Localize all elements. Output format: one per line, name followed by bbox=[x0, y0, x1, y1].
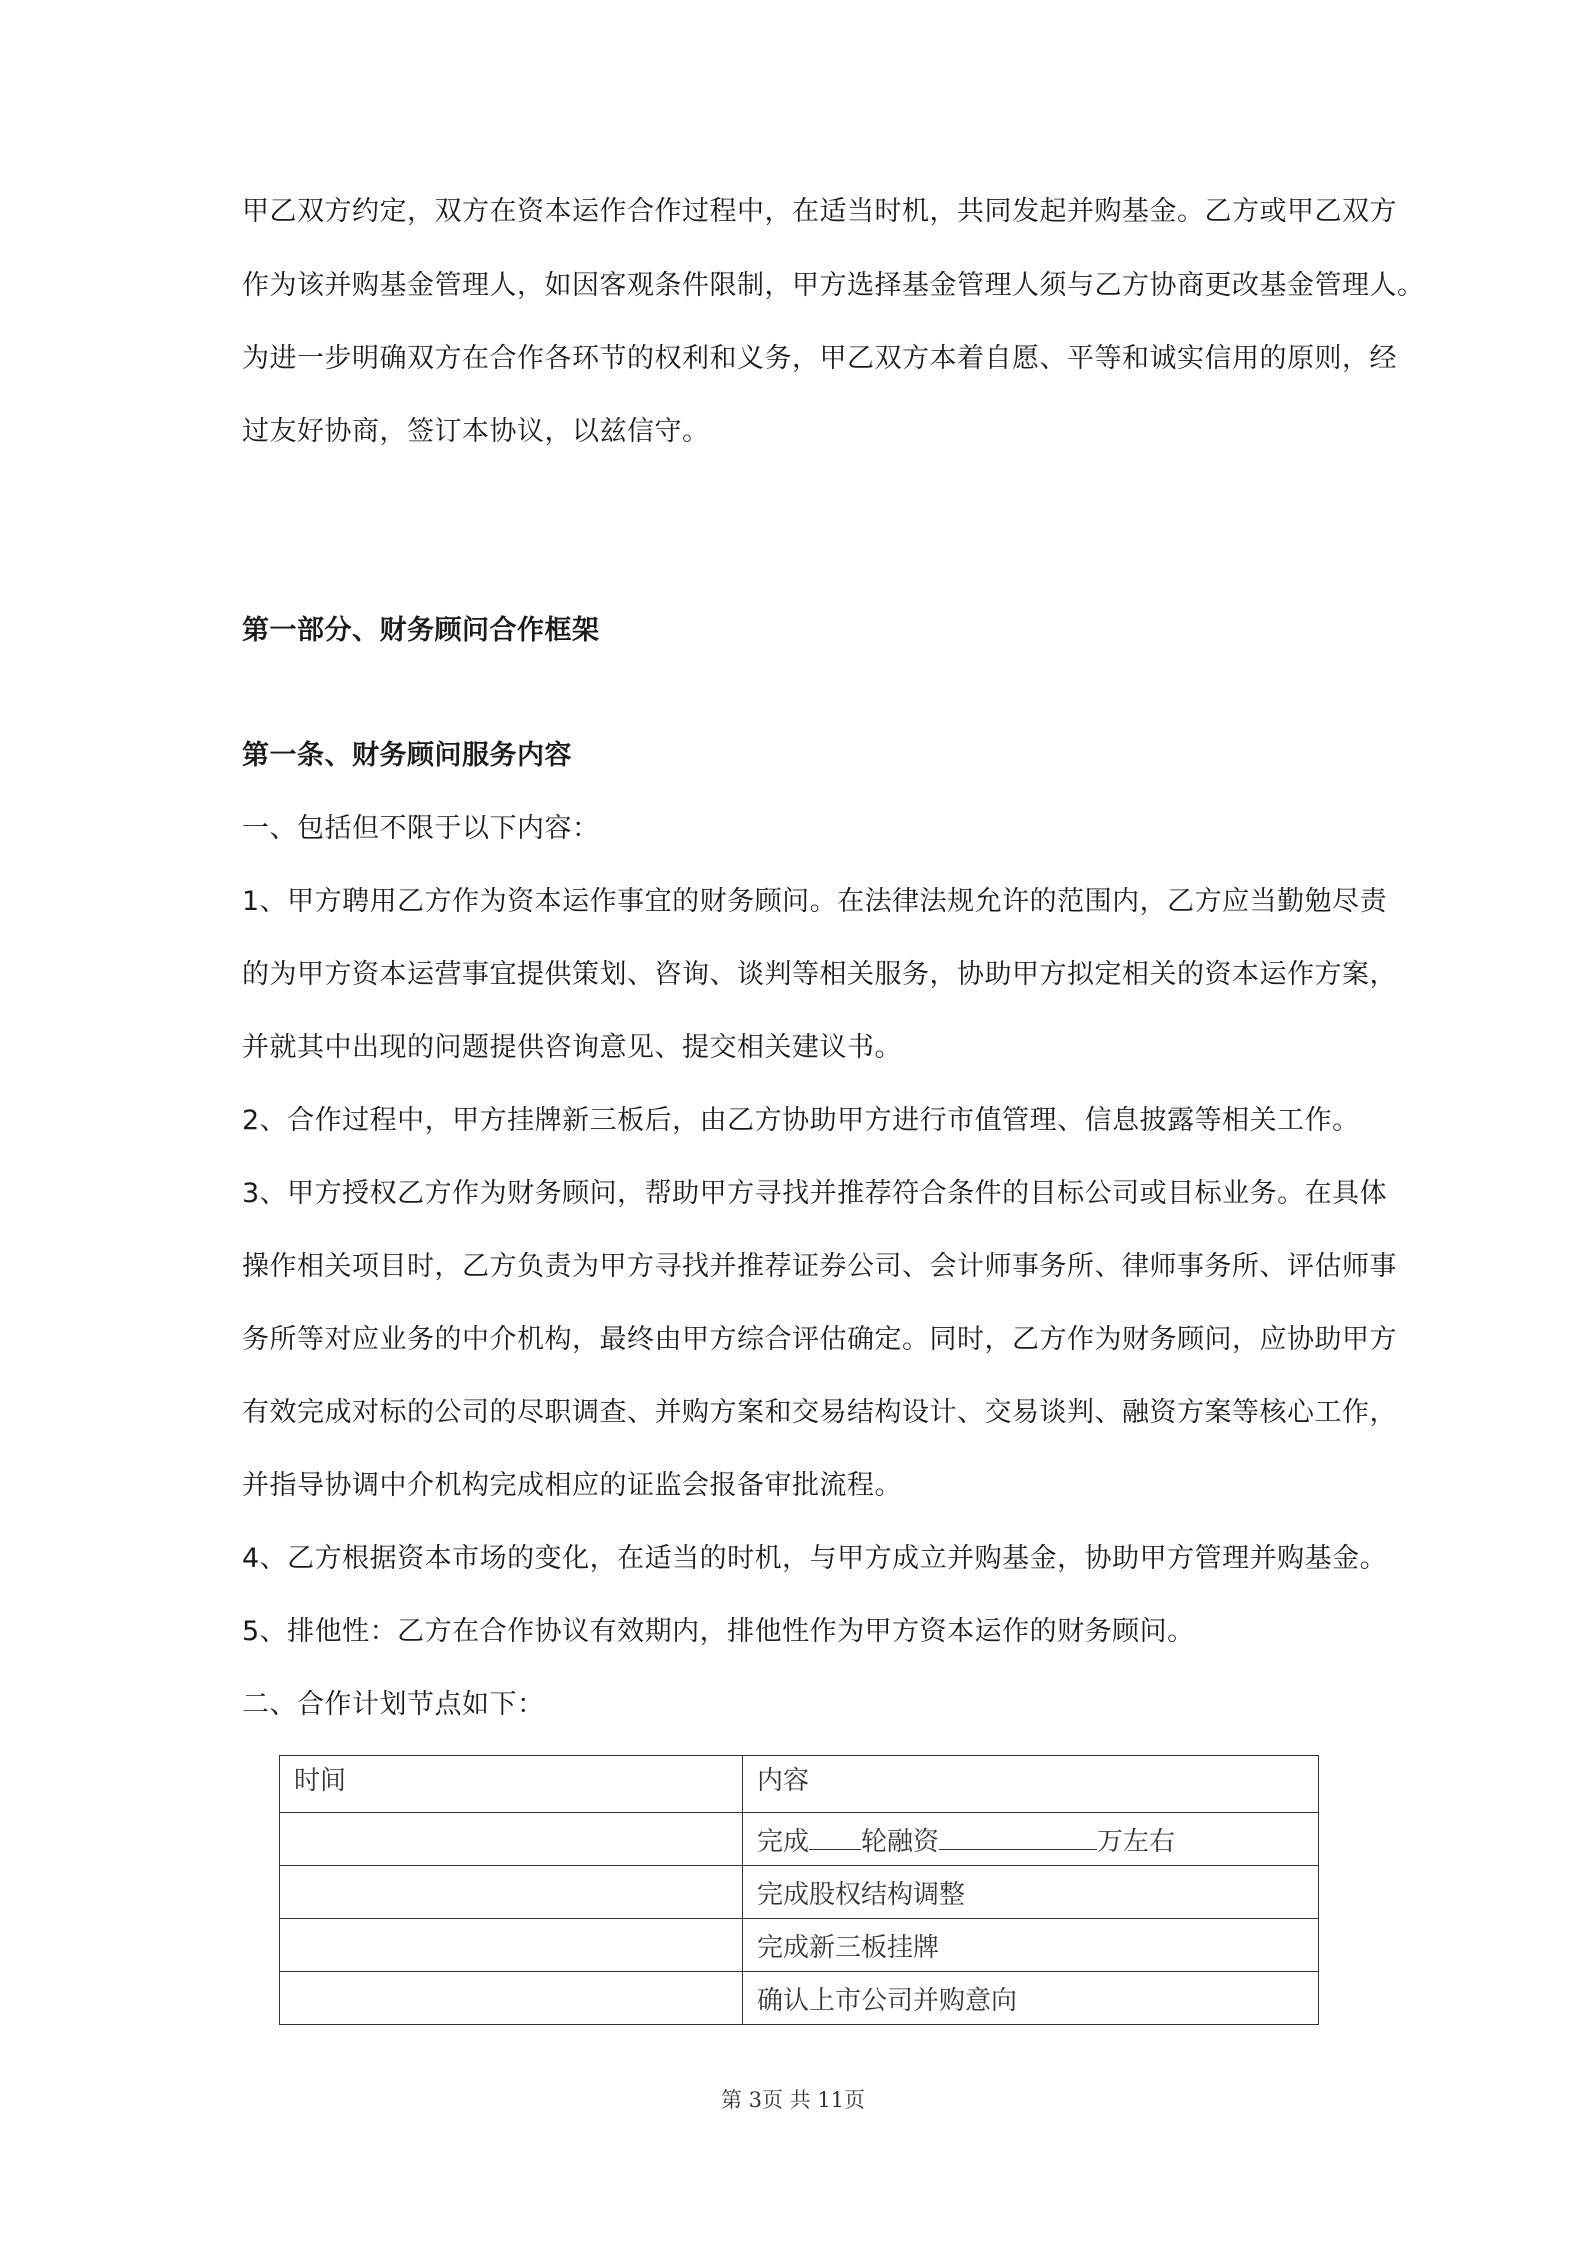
section1-line: 1、甲方聘用乙方作为资本运作事宜的财务顾问。在法律法规允许的范围内，乙方应当勤勉尽责 bbox=[242, 886, 1388, 917]
fill-in-blank bbox=[809, 1823, 861, 1850]
section1-heading: 一、包括但不限于以下内容： bbox=[242, 813, 600, 844]
intro-line: 作为该并购基金管理人，如因客观条件限制，甲方选择基金管理人须与乙方协商更改基金管理人。 bbox=[242, 270, 1425, 301]
table-row bbox=[280, 1972, 1319, 2025]
page-footer: 第 3页 共 11页 bbox=[720, 2088, 866, 2112]
table-cell-content bbox=[743, 1813, 1319, 1866]
section1-line: 2、合作过程中，甲方挂牌新三板后，由乙方协助甲方进行市值管理、信息披露等相关工作。 bbox=[242, 1105, 1360, 1136]
intro-line: 甲乙双方约定，双方在资本运作合作过程中，在适当时机，共同发起并购基金。乙方或甲乙双方 bbox=[242, 196, 1397, 227]
intro-line: 过友好协商，签订本协议，以兹信守。 bbox=[242, 416, 710, 447]
content-text: 完成 bbox=[757, 1826, 810, 1857]
table-cell-time bbox=[280, 1813, 743, 1866]
table-header-content: 内容 bbox=[743, 1756, 1319, 1813]
table-row bbox=[280, 1813, 1319, 1866]
plan-table bbox=[279, 1755, 1319, 2025]
table-cell-content: 完成股权结构调整 bbox=[743, 1866, 1319, 1919]
content-text: 轮融资 bbox=[861, 1826, 940, 1857]
section1-line: 并指导协调中介机构完成相应的证监会报备审批流程。 bbox=[242, 1470, 902, 1501]
table-cell-content: 完成新三板挂牌 bbox=[743, 1919, 1319, 1972]
section1-line: 5、排他性：乙方在合作协议有效期内，排他性作为甲方资本运作的财务顾问。 bbox=[242, 1616, 1195, 1647]
section1-line: 的为甲方资本运营事宜提供策划、咨询、谈判等相关服务，协助甲方拟定相关的资本运作方案， bbox=[242, 959, 1397, 990]
section1-line: 3、甲方授权乙方作为财务顾问，帮助甲方寻找并推荐符合条件的目标公司或目标业务。在具体 bbox=[242, 1178, 1388, 1209]
content-text: 万左右 bbox=[1097, 1826, 1176, 1857]
section1-line: 并就其中出现的问题提供咨询意见、提交相关建议书。 bbox=[242, 1032, 902, 1063]
section1-line: 有效完成对标的公司的尽职调查、并购方案和交易结构设计、交易谈判、融资方案等核心工作， bbox=[242, 1397, 1397, 1428]
part-heading: 第一部分、财务顾问合作框架 bbox=[242, 615, 600, 646]
section1-line: 操作相关项目时，乙方负责为甲方寻找并推荐证券公司、会计师事务所、律师事务所、评估师事 bbox=[242, 1251, 1397, 1282]
section1-line: 4、乙方根据资本市场的变化，在适当的时机，与甲方成立并购基金，协助甲方管理并购基金。 bbox=[242, 1543, 1388, 1574]
table-cell-time bbox=[280, 1972, 743, 2025]
article-heading: 第一条、财务顾问服务内容 bbox=[242, 740, 572, 771]
section2-heading: 二、合作计划节点如下： bbox=[242, 1689, 545, 1720]
table-header-time: 时间 bbox=[280, 1756, 743, 1813]
table-row bbox=[280, 1919, 1319, 1972]
table-cell-time bbox=[280, 1866, 743, 1919]
table-row bbox=[280, 1866, 1319, 1919]
table-header-row bbox=[280, 1756, 1319, 1813]
table-cell-content: 确认上市公司并购意向 bbox=[743, 1972, 1319, 2025]
section1-line: 务所等对应业务的中介机构，最终由甲方综合评估确定。同时，乙方作为财务顾问，应协助甲方 bbox=[242, 1324, 1397, 1355]
table-cell-time bbox=[280, 1919, 743, 1972]
intro-line: 为进一步明确双方在合作各环节的权利和义务，甲乙双方本着自愿、平等和诚实信用的原则，经 bbox=[242, 343, 1397, 374]
fill-in-blank bbox=[939, 1823, 1097, 1850]
